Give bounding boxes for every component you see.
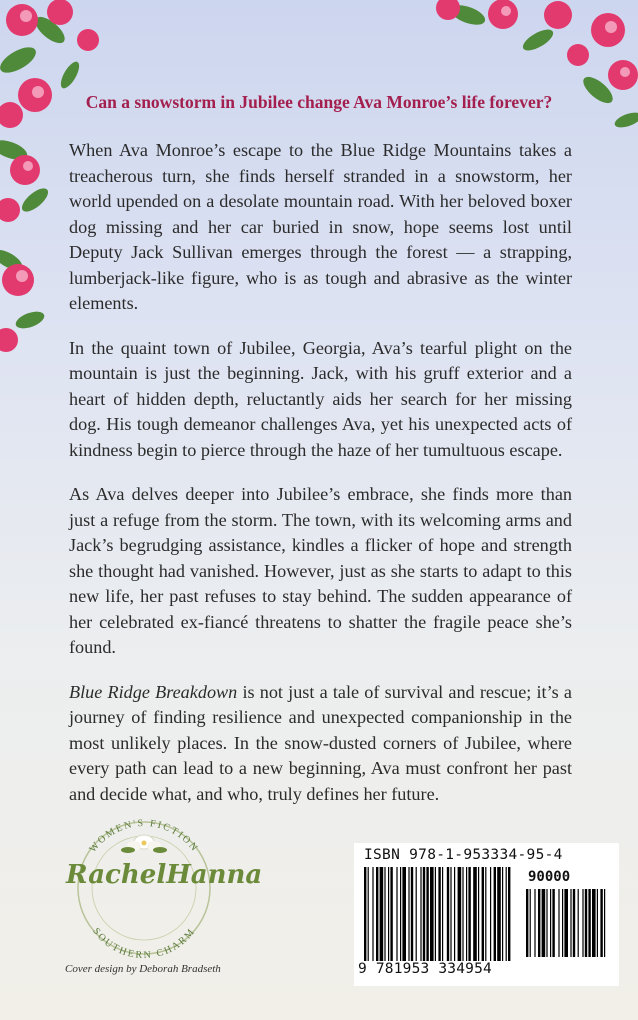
ean-barcode-bars — [364, 867, 514, 961]
barcode-bar — [490, 867, 491, 961]
barcode-bar — [380, 867, 384, 961]
barcode-bar — [542, 889, 546, 957]
barcode-bar — [364, 867, 366, 961]
barcode-bar — [408, 867, 409, 961]
barcode-bar — [508, 867, 510, 961]
barcode-bar — [376, 867, 378, 961]
book-description — [69, 138, 572, 826]
barcode-bar — [578, 889, 579, 957]
barcode-bar — [526, 889, 528, 957]
isbn-label: ISBN 978-1-953334-95-4 — [364, 847, 563, 863]
barcode-bar — [552, 889, 554, 957]
barcode-bar — [546, 889, 547, 957]
barcode-bar — [538, 889, 540, 957]
barcode-bar — [573, 889, 575, 957]
barcode-bar — [438, 867, 440, 961]
barcode-bar — [558, 889, 559, 957]
barcode-bar — [411, 867, 413, 961]
barcode-bar — [473, 867, 477, 961]
book-title-italic: Blue Ridge Breakdown — [69, 681, 238, 702]
barcode-bar — [550, 889, 551, 957]
seal-bottom-text: SOUTHERN CHARM — [90, 925, 198, 958]
barcode-bar — [502, 867, 503, 961]
barcode-bar — [458, 867, 462, 961]
addon-barcode-bars — [526, 889, 608, 957]
barcode-bar — [604, 889, 605, 957]
barcode-bar — [592, 889, 596, 957]
barcode-bar — [530, 889, 531, 957]
barcode-bar — [426, 867, 428, 961]
description-paragraph: When Ava Monroe’s escape to the Blue Ridge Mountains takes a treacherous turn, she finds herself stranded in a snowstorm, her world upended on a desolate mountain road. With her beloved boxer dog missing and her car buried in snow, hope seems lost until Deputy Jack Sullivan emerges through the forest — a strapping, lumberjack-like figure, who is as tough and abrasive as the winter elements. — [69, 140, 572, 313]
barcode-bar — [447, 867, 449, 961]
barcode-bar — [384, 867, 385, 961]
price-code: 90000 — [528, 869, 571, 885]
barcode-bar — [570, 889, 571, 957]
barcode-bar — [597, 889, 598, 957]
barcode-bar — [442, 867, 443, 961]
barcode-bar — [462, 867, 463, 961]
barcode-bar — [450, 867, 451, 961]
barcode-bar — [588, 889, 590, 957]
description-paragraph: As Ava delves deeper into Jubilee’s embrace, she finds more than just a refuge from the storm. The town, with its welcoming arms and Jack’s begrudging assistance, kindles a flicker of hope and strength she thought had vanished. However, just as she starts to adapt to this new life, her past refuses to stay behind. The sudden appearance of her celebrated ex-fiancé threatens to shatter the fragile peace she’s found. — [69, 484, 572, 657]
barcode-bar — [494, 867, 496, 961]
barcode-bar — [402, 867, 406, 961]
barcode-bar — [416, 867, 417, 961]
barcode-bar — [468, 867, 470, 961]
brand-logo-text: RachelHanna — [66, 860, 263, 890]
barcode-bar — [534, 889, 535, 957]
barcode-bar — [585, 889, 587, 957]
barcode-bar — [482, 867, 484, 961]
barcode-bar — [582, 889, 583, 957]
barcode-bar — [454, 867, 455, 961]
barcode-bar — [564, 889, 568, 957]
barcode-bar — [562, 889, 563, 957]
barcode-bar — [390, 867, 392, 961]
barcode-bar — [388, 867, 389, 961]
barcode-bar — [372, 867, 373, 961]
magnolia-icon — [121, 835, 167, 853]
tagline: Can a snowstorm in Jubilee change Ava Monroe’s life forever? — [85, 92, 553, 112]
barcode-bar — [396, 867, 397, 961]
closing-paragraph — [69, 680, 572, 808]
ean-digits: 9 781953 334954 — [358, 961, 492, 977]
cover-design-credit: Cover design by Deborah Bradseth — [65, 963, 221, 975]
barcode-bar — [497, 867, 501, 961]
barcode-bar — [430, 867, 434, 961]
barcode-bar — [466, 867, 467, 961]
closing-text: is not just a tale of survival and rescue; it’s a journey of finding resilience and unexpected companionship in the most unlikely places. In the snow-dusted corners of Jubilee, where every path can lead to a new beginning, Ava must confront her past and decide what, and who, truly defines her future. — [69, 681, 572, 804]
barcode-bar — [423, 867, 425, 961]
barcode-bar — [478, 867, 479, 961]
barcode-bar — [506, 867, 507, 961]
barcode-bar — [368, 867, 369, 961]
barcode-bar — [400, 867, 401, 961]
seal-top-text: WOMEN'S FICTION — [87, 817, 201, 855]
barcode-bar — [435, 867, 436, 961]
description-paragraph: In the quaint town of Jubilee, Georgia, Ava’s tearful plight on the mountain is just the beginning. Jack, with his gruff exterior and a heart of hidden depth, reluctantly aids her search for her missing dog. His tough demeanor challenges Ava, yet his unexpected acts of kindness begin to pierce through the haze of her tumultuous escape. — [69, 337, 572, 460]
barcode-bar — [420, 867, 421, 961]
barcode-bar — [600, 889, 602, 957]
barcode-bar — [485, 867, 486, 961]
flower-decoration-right — [428, 0, 638, 140]
isbn-barcode — [354, 843, 619, 986]
